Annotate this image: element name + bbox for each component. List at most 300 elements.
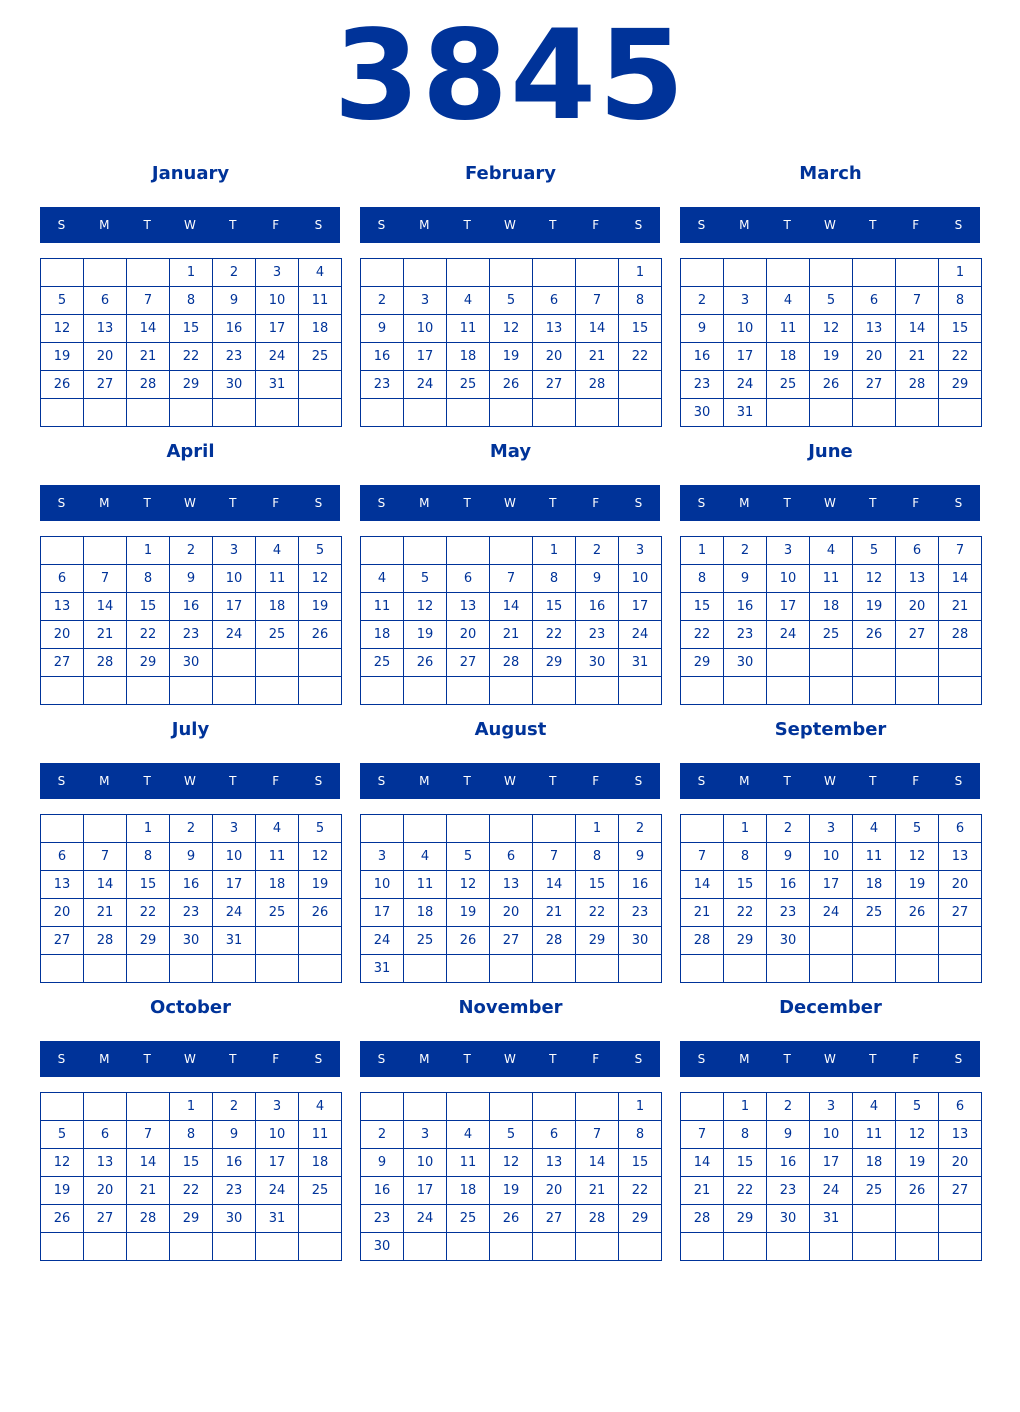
day-cell: 9: [213, 1121, 256, 1149]
day-cell: [767, 259, 810, 287]
day-cell: 17: [767, 593, 810, 621]
day-cell: 20: [939, 871, 982, 899]
day-cell: 5: [41, 1121, 84, 1149]
day-cell: 4: [810, 537, 853, 565]
day-cell: [84, 1233, 127, 1261]
day-cell: 27: [533, 1205, 576, 1233]
weekday-label: S: [377, 1052, 386, 1066]
day-cell: [361, 399, 404, 427]
day-cell: [810, 677, 853, 705]
day-cell: 1: [724, 1093, 767, 1121]
weekday-label: T: [869, 496, 877, 510]
day-cell: 24: [724, 371, 767, 399]
day-cell: [361, 815, 404, 843]
day-cell: 31: [810, 1205, 853, 1233]
day-cell: [939, 677, 982, 705]
day-cell: 3: [404, 1121, 447, 1149]
day-cell: [490, 955, 533, 983]
day-cell: [213, 649, 256, 677]
day-cell: 25: [256, 621, 299, 649]
day-cell: 12: [41, 1149, 84, 1177]
day-cell: 2: [681, 287, 724, 315]
weekday-label: T: [143, 496, 151, 510]
weekday-label: S: [954, 774, 963, 788]
day-cell: 20: [896, 593, 939, 621]
day-cell: 31: [619, 649, 662, 677]
day-cell: [490, 259, 533, 287]
day-cell: [896, 1233, 939, 1261]
day-cell: 28: [681, 1205, 724, 1233]
day-cell: 7: [939, 537, 982, 565]
weekday-label: T: [229, 496, 237, 510]
day-cell: 23: [767, 899, 810, 927]
weekday-label: T: [143, 218, 151, 232]
day-cell: [127, 677, 170, 705]
weekday-label: M: [739, 218, 750, 232]
day-cell: 6: [533, 1121, 576, 1149]
day-cell: 18: [767, 343, 810, 371]
day-cell: [810, 1233, 853, 1261]
day-cell: 22: [619, 343, 662, 371]
weekday-label: S: [697, 774, 706, 788]
day-cell: 8: [170, 287, 213, 315]
weekday-label: W: [504, 774, 516, 788]
day-cell: 22: [681, 621, 724, 649]
day-cell: 7: [490, 565, 533, 593]
day-cell: [490, 537, 533, 565]
day-cell: 27: [939, 899, 982, 927]
weekday-label: F: [912, 774, 920, 788]
day-cell: 6: [41, 565, 84, 593]
day-cell: 26: [299, 899, 342, 927]
day-cell: 5: [490, 1121, 533, 1149]
day-grid: [680, 1092, 982, 1261]
day-cell: [896, 649, 939, 677]
day-cell: 31: [256, 371, 299, 399]
day-cell: 16: [361, 1177, 404, 1205]
day-cell: 26: [41, 1205, 84, 1233]
day-cell: [41, 399, 84, 427]
day-cell: 16: [724, 593, 767, 621]
day-cell: 5: [896, 815, 939, 843]
day-cell: 14: [490, 593, 533, 621]
day-cell: 28: [127, 371, 170, 399]
day-cell: 11: [404, 871, 447, 899]
day-cell: 17: [256, 1149, 299, 1177]
day-cell: [853, 259, 896, 287]
weekday-label: T: [229, 1052, 237, 1066]
day-cell: 13: [84, 1149, 127, 1177]
day-cell: 20: [41, 621, 84, 649]
day-cell: 12: [853, 565, 896, 593]
day-cell: 12: [896, 843, 939, 871]
day-cell: 24: [810, 899, 853, 927]
day-cell: [404, 537, 447, 565]
day-cell: [84, 1093, 127, 1121]
day-cell: 12: [490, 1149, 533, 1177]
weekday-label: S: [314, 774, 323, 788]
day-cell: 26: [490, 371, 533, 399]
day-cell: 27: [853, 371, 896, 399]
day-cell: [896, 399, 939, 427]
day-cell: 24: [404, 1205, 447, 1233]
day-cell: 29: [619, 1205, 662, 1233]
day-cell: 22: [619, 1177, 662, 1205]
day-cell: [213, 399, 256, 427]
day-cell: [213, 1233, 256, 1261]
day-cell: [299, 399, 342, 427]
month-name: May: [489, 441, 532, 462]
day-cell: [84, 399, 127, 427]
day-cell: 19: [41, 1177, 84, 1205]
day-cell: [767, 399, 810, 427]
day-cell: 17: [810, 871, 853, 899]
day-cell: [84, 815, 127, 843]
day-cell: 15: [724, 1149, 767, 1177]
weekday-label: S: [954, 496, 963, 510]
weekday-label: S: [314, 218, 323, 232]
day-cell: 21: [681, 899, 724, 927]
day-cell: 24: [619, 621, 662, 649]
weekday-label: F: [272, 774, 280, 788]
day-cell: [533, 1093, 576, 1121]
day-cell: [299, 649, 342, 677]
day-cell: 29: [724, 1205, 767, 1233]
day-cell: 22: [576, 899, 619, 927]
day-cell: 14: [576, 1149, 619, 1177]
weekday-label: M: [99, 218, 110, 232]
day-cell: [767, 1233, 810, 1261]
day-cell: 25: [767, 371, 810, 399]
weekday-label: T: [549, 1052, 557, 1066]
day-cell: [490, 677, 533, 705]
day-cell: 16: [213, 315, 256, 343]
day-cell: [127, 1233, 170, 1261]
day-cell: [447, 955, 490, 983]
day-cell: 6: [41, 843, 84, 871]
day-cell: 30: [681, 399, 724, 427]
day-cell: 9: [767, 843, 810, 871]
day-cell: [361, 1093, 404, 1121]
day-cell: 1: [127, 815, 170, 843]
weekday-label: W: [824, 496, 836, 510]
day-cell: 25: [447, 371, 490, 399]
day-cell: [84, 537, 127, 565]
day-cell: 11: [853, 1121, 896, 1149]
day-cell: [41, 677, 84, 705]
weekday-label: F: [272, 496, 280, 510]
day-cell: 10: [256, 287, 299, 315]
weekday-label: S: [314, 496, 323, 510]
day-cell: 25: [853, 899, 896, 927]
day-cell: 8: [724, 1121, 767, 1149]
day-cell: 16: [767, 871, 810, 899]
day-cell: [127, 955, 170, 983]
day-cell: 21: [939, 593, 982, 621]
weekday-label: F: [592, 1052, 600, 1066]
day-cell: 16: [576, 593, 619, 621]
day-cell: 29: [681, 649, 724, 677]
weekday-label: F: [592, 774, 600, 788]
day-cell: 11: [853, 843, 896, 871]
day-cell: 11: [447, 315, 490, 343]
day-cell: 8: [533, 565, 576, 593]
day-cell: 3: [213, 537, 256, 565]
day-cell: [724, 259, 767, 287]
day-cell: 17: [619, 593, 662, 621]
day-cell: [404, 1093, 447, 1121]
day-cell: 29: [576, 927, 619, 955]
day-cell: [896, 259, 939, 287]
weekday-label: W: [184, 1052, 196, 1066]
day-cell: 1: [170, 1093, 213, 1121]
weekday-label: M: [419, 496, 430, 510]
day-cell: 26: [447, 927, 490, 955]
weekday-header: [40, 763, 340, 799]
day-cell: 7: [576, 1121, 619, 1149]
day-cell: 18: [404, 899, 447, 927]
day-cell: [490, 815, 533, 843]
day-cell: 3: [810, 1093, 853, 1121]
weekday-label: F: [912, 1052, 920, 1066]
day-cell: [41, 815, 84, 843]
day-cell: [853, 649, 896, 677]
month-name: December: [779, 997, 882, 1018]
day-cell: [256, 399, 299, 427]
weekday-label: T: [869, 1052, 877, 1066]
day-cell: 26: [896, 899, 939, 927]
day-cell: 20: [41, 899, 84, 927]
day-cell: 15: [576, 871, 619, 899]
day-cell: [170, 955, 213, 983]
day-cell: [447, 537, 490, 565]
day-cell: [299, 927, 342, 955]
day-cell: 12: [896, 1121, 939, 1149]
day-cell: 6: [84, 1121, 127, 1149]
weekday-label: M: [739, 496, 750, 510]
day-cell: [896, 955, 939, 983]
day-cell: 10: [724, 315, 767, 343]
day-cell: 23: [681, 371, 724, 399]
day-grid: [360, 536, 662, 705]
weekday-label: S: [57, 1052, 66, 1066]
weekday-label: M: [99, 774, 110, 788]
day-cell: 9: [619, 843, 662, 871]
day-cell: [533, 955, 576, 983]
day-cell: 13: [939, 843, 982, 871]
month-name: February: [464, 163, 557, 184]
day-cell: [810, 399, 853, 427]
day-cell: 29: [939, 371, 982, 399]
day-cell: 22: [724, 1177, 767, 1205]
weekday-header: [360, 763, 660, 799]
day-cell: 9: [361, 1149, 404, 1177]
day-cell: 10: [810, 1121, 853, 1149]
day-cell: [41, 1093, 84, 1121]
day-cell: [939, 399, 982, 427]
day-cell: 19: [810, 343, 853, 371]
day-cell: 6: [853, 287, 896, 315]
day-cell: 3: [256, 1093, 299, 1121]
day-cell: 25: [299, 1177, 342, 1205]
day-cell: 14: [896, 315, 939, 343]
day-cell: [767, 677, 810, 705]
day-cell: [533, 677, 576, 705]
day-cell: 15: [533, 593, 576, 621]
day-cell: 5: [810, 287, 853, 315]
weekday-header: [360, 1041, 660, 1077]
weekday-label: S: [377, 218, 386, 232]
day-cell: 20: [533, 1177, 576, 1205]
day-cell: 22: [127, 899, 170, 927]
day-cell: 18: [810, 593, 853, 621]
day-cell: [84, 677, 127, 705]
day-cell: 17: [810, 1149, 853, 1177]
day-cell: 12: [299, 843, 342, 871]
weekday-label: T: [783, 774, 791, 788]
day-cell: 30: [170, 927, 213, 955]
day-cell: 3: [810, 815, 853, 843]
day-cell: 30: [724, 649, 767, 677]
day-cell: [41, 537, 84, 565]
day-cell: 13: [939, 1121, 982, 1149]
day-cell: 23: [213, 1177, 256, 1205]
day-cell: 4: [299, 259, 342, 287]
day-cell: 24: [810, 1177, 853, 1205]
day-cell: 21: [84, 621, 127, 649]
day-cell: 13: [447, 593, 490, 621]
day-cell: [724, 677, 767, 705]
day-cell: 1: [724, 815, 767, 843]
day-cell: [41, 955, 84, 983]
day-cell: 3: [767, 537, 810, 565]
day-cell: [170, 1233, 213, 1261]
weekday-label: S: [634, 774, 643, 788]
day-cell: 5: [299, 815, 342, 843]
day-cell: [939, 927, 982, 955]
day-cell: 29: [170, 371, 213, 399]
day-cell: [404, 259, 447, 287]
day-cell: 17: [213, 593, 256, 621]
day-cell: 9: [170, 843, 213, 871]
day-cell: 6: [447, 565, 490, 593]
day-cell: 7: [533, 843, 576, 871]
day-cell: 19: [404, 621, 447, 649]
day-cell: 10: [619, 565, 662, 593]
weekday-label: T: [463, 496, 471, 510]
day-cell: 5: [896, 1093, 939, 1121]
day-cell: [127, 1093, 170, 1121]
day-cell: 11: [299, 1121, 342, 1149]
day-cell: [681, 815, 724, 843]
day-grid: [680, 258, 982, 427]
day-cell: [767, 955, 810, 983]
day-cell: 18: [299, 315, 342, 343]
day-cell: 27: [84, 1205, 127, 1233]
year-title: 3845: [333, 4, 687, 148]
day-cell: 21: [127, 343, 170, 371]
day-cell: [490, 399, 533, 427]
day-cell: [939, 1205, 982, 1233]
day-cell: 6: [84, 287, 127, 315]
weekday-label: S: [634, 1052, 643, 1066]
day-cell: [576, 1093, 619, 1121]
day-cell: [767, 649, 810, 677]
day-cell: 23: [213, 343, 256, 371]
day-cell: [681, 677, 724, 705]
day-cell: 30: [767, 927, 810, 955]
day-cell: 19: [299, 593, 342, 621]
weekday-label: F: [592, 218, 600, 232]
day-cell: 26: [490, 1205, 533, 1233]
weekday-label: T: [783, 218, 791, 232]
day-cell: 21: [576, 343, 619, 371]
day-cell: 4: [361, 565, 404, 593]
month-name: October: [150, 997, 231, 1018]
weekday-label: S: [57, 496, 66, 510]
weekday-label: T: [229, 774, 237, 788]
day-grid: [360, 1092, 662, 1261]
weekday-label: T: [463, 218, 471, 232]
day-cell: [170, 677, 213, 705]
day-cell: 24: [767, 621, 810, 649]
weekday-label: F: [592, 496, 600, 510]
day-cell: 13: [533, 315, 576, 343]
weekday-label: T: [549, 218, 557, 232]
day-cell: 19: [896, 871, 939, 899]
day-cell: [361, 677, 404, 705]
day-cell: [299, 677, 342, 705]
weekday-label: S: [954, 218, 963, 232]
day-cell: 18: [256, 593, 299, 621]
day-cell: 15: [939, 315, 982, 343]
weekday-label: T: [143, 774, 151, 788]
day-cell: 3: [361, 843, 404, 871]
day-cell: [853, 927, 896, 955]
day-cell: 28: [576, 371, 619, 399]
day-grid: [360, 258, 662, 427]
weekday-header: [680, 1041, 980, 1077]
day-cell: 22: [939, 343, 982, 371]
day-cell: 28: [939, 621, 982, 649]
day-cell: 14: [576, 315, 619, 343]
day-cell: 9: [767, 1121, 810, 1149]
day-cell: 25: [256, 899, 299, 927]
day-cell: 21: [576, 1177, 619, 1205]
day-cell: 5: [447, 843, 490, 871]
day-cell: 24: [213, 621, 256, 649]
day-cell: 6: [939, 1093, 982, 1121]
day-cell: 26: [896, 1177, 939, 1205]
day-cell: [939, 649, 982, 677]
day-cell: 14: [127, 1149, 170, 1177]
day-cell: [896, 1205, 939, 1233]
day-cell: 7: [84, 843, 127, 871]
day-cell: 8: [127, 843, 170, 871]
day-cell: 16: [681, 343, 724, 371]
weekday-header: [360, 485, 660, 521]
day-cell: [896, 927, 939, 955]
day-cell: 8: [619, 287, 662, 315]
day-cell: [619, 399, 662, 427]
day-cell: 8: [724, 843, 767, 871]
day-cell: 27: [533, 371, 576, 399]
day-cell: 15: [170, 1149, 213, 1177]
day-cell: 12: [447, 871, 490, 899]
day-cell: 19: [299, 871, 342, 899]
month-name: July: [171, 719, 210, 740]
day-cell: 3: [619, 537, 662, 565]
